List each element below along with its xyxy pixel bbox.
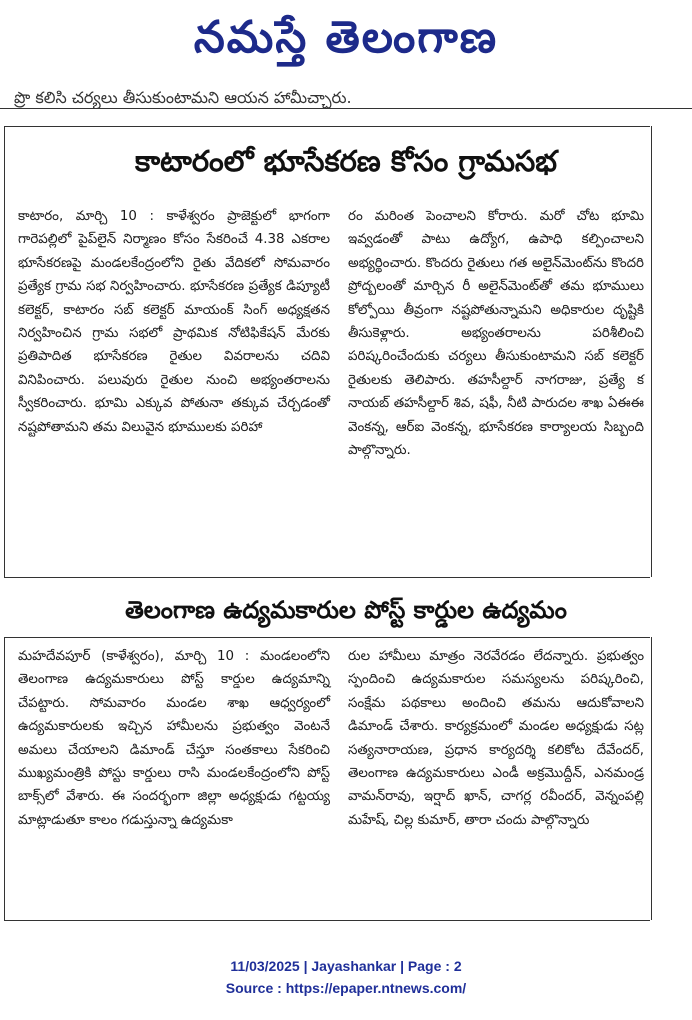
article2-headline: తెలంగాణ ఉద్యమకారుల పోస్ట్ కార్డుల ఉద్యమం — [125, 596, 567, 624]
article2-column-right — [348, 645, 644, 832]
article2-bottom-border — [4, 920, 650, 921]
previous-article-fragment — [0, 86, 692, 108]
footer-source-link[interactable]: Source : https://epaper.ntnews.com/ — [225, 980, 467, 996]
article1-bottom-border — [4, 577, 650, 578]
article1-text-left: కాటారం, మార్చి 10 : కాళేశ్వరం ప్రాజెక్టులో భాగంగా గారెపల్లిలో పైప్‌లైన్ నిర్మాణం కోసం సేకరించే 4.38 ఎకరాల భూసేకరణపై మండలకేంద్రంలోని రైతు వేదికలో సోమవారం ప్రత్యేక గ్రామ సభ నిర్వహించారు. భూసేకరణ ప్రత్యేక డిప్యూటీ కలెక్టర్, కాటారం సబ్ కలెక్టర్ మాయంక్ సింగ్ అధ్యక్షతన నిర్వహించిన గ్రామ సభలో ప్రాథమిక నోటిఫికేషన్ మేరకు ప్రతిపాదిత భూసేకరణ రైతుల వివరాలను చదివి వినిపించారు. పలువురు రైతుల నుంచి అభ్యంతరాలను స్వీకరించారు. భూమి ఎక్కువ పోతునా తక్కువ చేర్చడంతో నష్టపోతామని తమ విలువైన భూములకు పరిహా — [18, 209, 330, 435]
footer-date-edition: 11/03/2025 | Jayashankar | Page : 2 — [230, 958, 462, 974]
newspaper-logo: నమస్తే తెలంగాణ — [193, 12, 499, 63]
article1-text-right: రం మరింత పెంచాలని కోరారు. మరో చోట భూమి ఇవ్వడంతో పాటు ఉద్యోగ, ఉపాధి కల్పించాలని అభ్యర్థించారు. కొందరు రైతులు గత అలైన్‌మెంట్‌ను కొందరి ప్రోద్బలంతో మార్చిన రీ అలైన్‌మెంట్‌తో తమ భూములు కోల్పోయి తీవ్రంగా నష్టపోతున్నామని అధికారుల దృష్టికి తీసుకెళ్లారు. అభ్యంతరాలను పరిశీలించి పరిష్కరించేందుకు చర్యలు తీసుకుంటామని సబ్ కలెక్టర్ రైతులకు తెలిపారు. తహసీల్దార్ నాగరాజు, ప్రత్యే క నాయబ్ తహసీల్దార్ శివ, షఫీ, నీటి పారుదల శాఖ ఏఈఈ వెంకన్న, ఆర్ఐ వెంకన్న, భూసేకరణ కార్యాలయ సిబ్బంది పాల్గొన్నారు. — [348, 209, 644, 459]
previous-article-text: ప్రొ కలిసి చర్యలు తీసుకుంటామని ఆయన హామీచ్చారు. — [14, 88, 352, 107]
masthead — [0, 0, 692, 78]
article2-text-left: మహదేవపూర్ (కాళేశ్వరం), మార్చి 10 : మండలంలోని తెలంగాణ ఉద్యమకారులు పోస్ట్ కార్డుల ఉద్యమాన్ని చేపట్టారు. సోమవారం మండల శాఖ ఆధ్వర్యంలో ఉద్యమకారులకు ఇచ్చిన హామీలను ప్రభుత్వం వెంటనే అమలు చేయాలని డిమాండ్ చేస్తూ సంతకాలు సేకరించి ముఖ్యమంత్రికి పోస్టు కార్డులు రాసి మండలకేంద్రంలోని పోస్ట్ బాక్స్‌లో వేశారు. ఈ సందర్భంగా జిల్లా అధ్యక్షుడు గట్టయ్య మాట్లాడుతూ కాలం గడుస్తున్నా ఉద్యమకా — [18, 649, 330, 828]
article2-column-left — [18, 645, 330, 832]
article2-text-right: రుల హామీలు మాత్రం నెరవేరడం లేదన్నారు. ప్రభుత్వం స్పందించి ఉద్యమకారుల సమస్యలను పరిష్కరించి, సంక్షేమ పథకాలు అందించి తమను ఆదుకోవాలని డిమాండ్ చేశారు. కార్యక్రమంలో మండల అధ్యక్షుడు సట్ల సత్యనారాయణ, ప్రధాన కార్యదర్శి కలికోట దేవేందర్, తెలంగాణ ఉద్యమకారులు ఎండీ అక్రమొద్దీన్, ఎనమండ్ర వామన్‌రావు, ఇర్షాద్ ఖాన్, చాగర్ల రవీందర్, వెన్నంపల్లి మహేష్, చిల్ల కుమార్, తారా చందు పాల్గొన్నారు — [348, 649, 644, 828]
article1-column-left — [18, 205, 330, 439]
article1-headline: కాటారంలో భూసేకరణ కోసం గ్రామసభ — [135, 144, 557, 178]
article1-column-right — [348, 205, 644, 462]
top-divider — [0, 108, 692, 109]
